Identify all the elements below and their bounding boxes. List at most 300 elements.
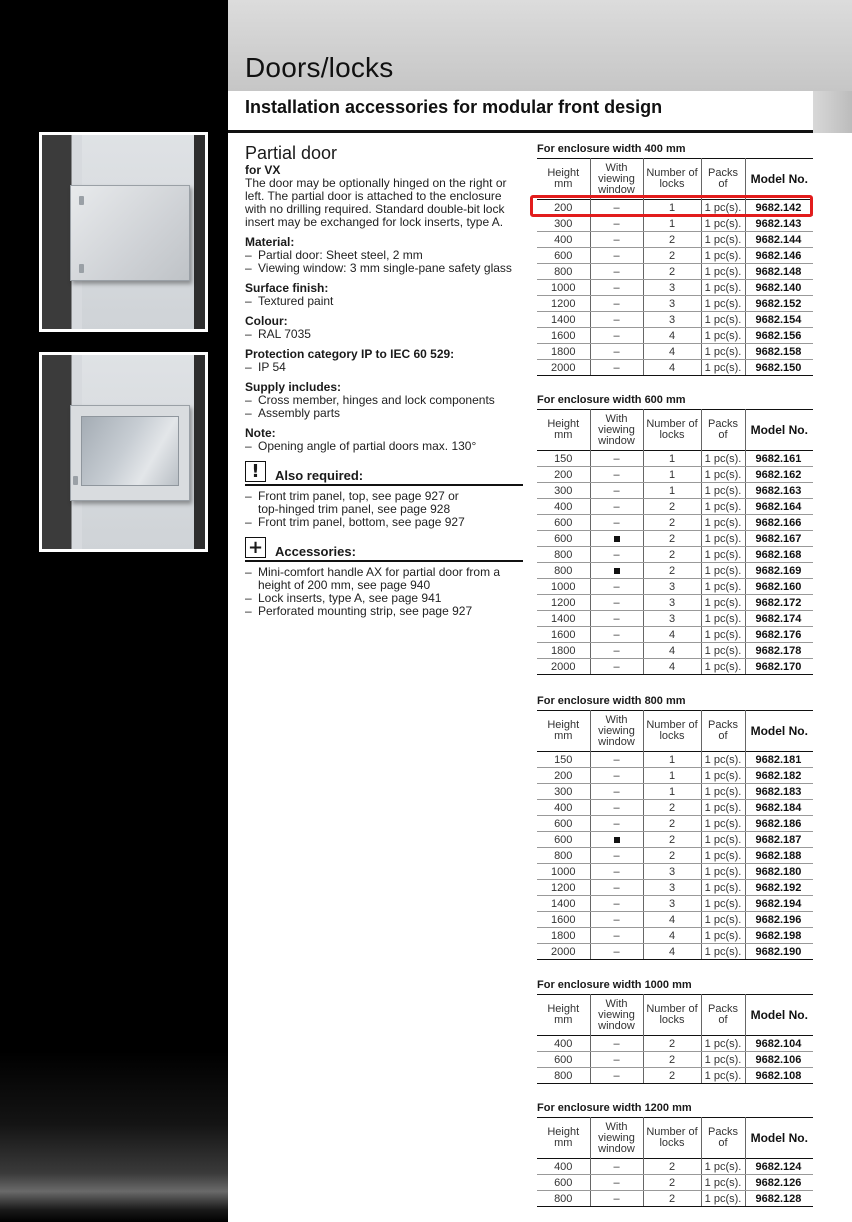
col-packs-header: Packs of <box>701 159 745 200</box>
table-row <box>537 499 813 515</box>
packs-cell: 1 pc(s). <box>701 1159 745 1175</box>
header-row <box>537 1118 813 1159</box>
locks-cell: 2 <box>643 816 701 832</box>
description-paragraph <box>245 177 523 229</box>
page-subtitle: Installation accessories for modular front design <box>245 97 663 117</box>
model-cell: 9682.108 <box>745 1068 813 1084</box>
height-cell: 1200 <box>537 595 590 611</box>
table-title: For enclosure width 800 mm <box>537 695 686 707</box>
packs-cell: 1 pc(s). <box>701 1068 745 1084</box>
table-row <box>537 467 813 483</box>
table-row <box>537 360 813 376</box>
window-cell: – <box>590 643 643 659</box>
height-cell: 800 <box>537 1068 590 1084</box>
height-cell: 1800 <box>537 643 590 659</box>
col-model-header: Model No. <box>745 995 813 1036</box>
height-cell: 600 <box>537 1052 590 1068</box>
locks-cell: 1 <box>643 483 701 499</box>
table-row <box>537 216 813 232</box>
section-item: – Cross member, hinges and lock components <box>245 394 523 407</box>
window-cell: – <box>590 611 643 627</box>
locks-cell: 4 <box>643 928 701 944</box>
packs-cell: 1 pc(s). <box>701 880 745 896</box>
table-row <box>537 344 813 360</box>
table-row <box>537 595 813 611</box>
height-cell: 1200 <box>537 880 590 896</box>
packs-cell: 1 pc(s). <box>701 264 745 280</box>
model-cell: 9682.176 <box>745 627 813 643</box>
table-row <box>537 1036 813 1052</box>
col-height-header: Height mm <box>547 1003 580 1026</box>
packs-cell: 1 pc(s). <box>701 296 745 312</box>
packs-cell: 1 pc(s). <box>701 451 745 467</box>
list-item: – Front trim panel, top, see page 927 or <box>245 490 523 503</box>
table-row <box>537 611 813 627</box>
model-cell: 9682.172 <box>745 595 813 611</box>
section-item: – Viewing window: 3 mm single-pane safety glass <box>245 262 523 275</box>
locks-cell: 2 <box>643 515 701 531</box>
locks-cell: 1 <box>643 752 701 768</box>
height-cell: 800 <box>537 264 590 280</box>
packs-cell: 1 pc(s). <box>701 360 745 376</box>
locks-cell: 2 <box>643 832 701 848</box>
list-item: height of 200 mm, see page 940 <box>258 578 431 592</box>
model-table <box>537 409 813 675</box>
model-cell: 9682.187 <box>745 832 813 848</box>
locks-cell: 2 <box>643 248 701 264</box>
height-cell: 600 <box>537 816 590 832</box>
height-cell: 600 <box>537 1175 590 1191</box>
header-row <box>537 995 813 1036</box>
height-cell: 150 <box>537 451 590 467</box>
locks-cell: 3 <box>643 611 701 627</box>
description-line: insert may be exchanged for lock inserts, type A. <box>245 215 504 229</box>
window-cell: – <box>590 896 643 912</box>
window-cell: – <box>590 216 643 232</box>
packs-cell: 1 pc(s). <box>701 643 745 659</box>
packs-cell: 1 pc(s). <box>701 344 745 360</box>
locks-cell: 2 <box>643 1191 701 1207</box>
height-cell: 2000 <box>537 360 590 376</box>
model-cell: 9682.184 <box>745 800 813 816</box>
model-cell: 9682.104 <box>745 1036 813 1052</box>
window-cell: – <box>590 232 643 248</box>
locks-cell: 3 <box>643 280 701 296</box>
locks-cell: 4 <box>643 627 701 643</box>
packs-cell: 1 pc(s). <box>701 896 745 912</box>
height-cell: 400 <box>537 232 590 248</box>
table-row <box>537 928 813 944</box>
plus-icon: + <box>245 537 266 558</box>
height-cell: 150 <box>537 752 590 768</box>
section-heading: Protection category IP to IEC 60 529: <box>245 347 455 361</box>
window-cell: – <box>590 248 643 264</box>
locks-cell: 4 <box>643 912 701 928</box>
table-title: For enclosure width 400 mm <box>537 143 686 155</box>
window-cell: – <box>590 912 643 928</box>
col-height-header: Height mm <box>547 1126 580 1149</box>
model-cell: 9682.126 <box>745 1175 813 1191</box>
section-heading: Supply includes: <box>245 380 342 394</box>
accessories-heading <box>245 537 523 562</box>
model-cell: 9682.152 <box>745 296 813 312</box>
window-cell: – <box>590 280 643 296</box>
height-cell: 800 <box>537 563 590 579</box>
table-title: For enclosure width 1000 mm <box>537 979 692 991</box>
packs-cell: 1 pc(s). <box>701 848 745 864</box>
window-marker <box>614 536 620 542</box>
locks-cell: 2 <box>643 800 701 816</box>
window-cell: – <box>590 1191 643 1207</box>
model-table <box>537 1117 813 1207</box>
table-row <box>537 579 813 595</box>
table-row <box>537 832 813 848</box>
table-row <box>537 483 813 499</box>
locks-cell: 4 <box>643 360 701 376</box>
also-required-heading <box>245 461 523 486</box>
model-cell: 9682.160 <box>745 579 813 595</box>
list-item: top-hinged trim panel, see page 928 <box>258 502 451 516</box>
packs-cell: 1 pc(s). <box>701 832 745 848</box>
window-cell: – <box>590 816 643 832</box>
packs-cell: 1 pc(s). <box>701 467 745 483</box>
model-cell: 9682.158 <box>745 344 813 360</box>
window-cell: – <box>590 944 643 960</box>
packs-cell: 1 pc(s). <box>701 328 745 344</box>
model-cell: 9682.161 <box>745 451 813 467</box>
model-cell: 9682.168 <box>745 547 813 563</box>
locks-cell: 2 <box>643 531 701 547</box>
list-item: – Mini-comfort handle AX for partial door from a <box>245 566 523 579</box>
packs-cell: 1 pc(s). <box>701 232 745 248</box>
table-row <box>537 944 813 960</box>
packs-cell: 1 pc(s). <box>701 752 745 768</box>
height-cell: 600 <box>537 515 590 531</box>
height-cell: 1800 <box>537 928 590 944</box>
col-locks-header: Number of locks <box>643 159 701 200</box>
model-cell: 9682.148 <box>745 264 813 280</box>
window-cell: – <box>590 547 643 563</box>
also-required-label: Also required: <box>275 468 364 483</box>
height-cell: 200 <box>537 467 590 483</box>
locks-cell: 4 <box>643 344 701 360</box>
table-row <box>537 880 813 896</box>
window-cell: – <box>590 1036 643 1052</box>
locks-cell: 2 <box>643 1159 701 1175</box>
model-cell: 9682.143 <box>745 216 813 232</box>
col-locks-header: Number of locks <box>643 1118 701 1159</box>
packs-cell: 1 pc(s). <box>701 595 745 611</box>
col-packs-header: Packs of <box>701 711 745 752</box>
header-row <box>537 711 813 752</box>
table-title: For enclosure width 1200 mm <box>537 1102 692 1114</box>
model-cell: 9682.128 <box>745 1191 813 1207</box>
partial-door-with-window-photo <box>39 352 208 552</box>
product-for: for VX <box>245 163 281 177</box>
packs-cell: 1 pc(s). <box>701 611 745 627</box>
locks-cell: 3 <box>643 880 701 896</box>
height-cell: 1000 <box>537 864 590 880</box>
height-cell: 1600 <box>537 328 590 344</box>
section-heading: Note: <box>245 426 276 440</box>
model-cell: 9682.144 <box>745 232 813 248</box>
height-cell: 600 <box>537 531 590 547</box>
model-cell: 9682.186 <box>745 816 813 832</box>
model-cell: 9682.162 <box>745 467 813 483</box>
col-packs-header: Packs of <box>701 410 745 451</box>
packs-cell: 1 pc(s). <box>701 515 745 531</box>
col-packs-header: Packs of <box>701 995 745 1036</box>
locks-cell: 2 <box>643 848 701 864</box>
packs-cell: 1 pc(s). <box>701 784 745 800</box>
partial-door-photo <box>39 132 208 332</box>
window-cell: – <box>590 880 643 896</box>
model-cell: 9682.142 <box>745 200 813 216</box>
page-title: Doors/locks <box>245 52 394 83</box>
col-model-header: Model No. <box>745 1118 813 1159</box>
col-window-header: With viewing window <box>590 159 643 200</box>
table-row <box>537 1159 813 1175</box>
height-cell: 2000 <box>537 659 590 675</box>
col-height-header: Height mm <box>547 719 580 742</box>
header-side-tab <box>813 91 852 133</box>
model-cell: 9682.192 <box>745 880 813 896</box>
section-item: – Textured paint <box>245 295 523 308</box>
model-cell: 9682.198 <box>745 928 813 944</box>
model-cell: 9682.124 <box>745 1159 813 1175</box>
model-cell: 9682.140 <box>745 280 813 296</box>
table-row <box>537 784 813 800</box>
window-cell: – <box>590 1052 643 1068</box>
height-cell: 2000 <box>537 944 590 960</box>
header-row <box>537 410 813 451</box>
window-cell: – <box>590 1068 643 1084</box>
table-row <box>537 752 813 768</box>
table-row <box>537 515 813 531</box>
locks-cell: 2 <box>643 232 701 248</box>
model-cell: 9682.156 <box>745 328 813 344</box>
col-window-header: With viewing window <box>590 1118 643 1159</box>
model-cell: 9682.182 <box>745 768 813 784</box>
table-row <box>537 264 813 280</box>
height-cell: 1400 <box>537 611 590 627</box>
product-description <box>245 143 523 618</box>
height-cell: 1400 <box>537 896 590 912</box>
locks-cell: 2 <box>643 264 701 280</box>
table-row <box>537 912 813 928</box>
table-block <box>537 979 813 1084</box>
locks-cell: 2 <box>643 1068 701 1084</box>
model-cell: 9682.154 <box>745 312 813 328</box>
section-item: – IP 54 <box>245 361 523 374</box>
section-heading: Surface finish: <box>245 281 329 295</box>
packs-cell: 1 pc(s). <box>701 547 745 563</box>
locks-cell: 1 <box>643 467 701 483</box>
section-item: – Partial door: Sheet steel, 2 mm <box>245 249 523 262</box>
window-marker <box>614 837 620 843</box>
description-line: The door may be optionally hinged on the right or <box>245 176 507 190</box>
window-cell: – <box>590 200 643 216</box>
col-model-header: Model No. <box>745 711 813 752</box>
also-required-list <box>245 490 523 529</box>
model-cell: 9682.170 <box>745 659 813 675</box>
window-cell: – <box>590 1175 643 1191</box>
model-cell: 9682.106 <box>745 1052 813 1068</box>
window-marker <box>614 568 620 574</box>
packs-cell: 1 pc(s). <box>701 531 745 547</box>
section-item: – Opening angle of partial doors max. 130° <box>245 440 523 453</box>
section-heading: Colour: <box>245 314 288 328</box>
locks-cell: 3 <box>643 579 701 595</box>
table-block <box>537 143 813 376</box>
table-row <box>537 816 813 832</box>
locks-cell: 4 <box>643 328 701 344</box>
model-table <box>537 994 813 1084</box>
locks-cell: 2 <box>643 1175 701 1191</box>
locks-cell: 1 <box>643 451 701 467</box>
packs-cell: 1 pc(s). <box>701 816 745 832</box>
window-cell <box>590 531 643 547</box>
window-cell: – <box>590 312 643 328</box>
height-cell: 1000 <box>537 579 590 595</box>
locks-cell: 1 <box>643 768 701 784</box>
list-item: – Perforated mounting strip, see page 927 <box>245 605 523 618</box>
list-item: – Front trim panel, bottom, see page 927 <box>245 516 523 529</box>
packs-cell: 1 pc(s). <box>701 912 745 928</box>
height-cell: 300 <box>537 784 590 800</box>
col-height-header: Height mm <box>547 418 580 441</box>
model-cell: 9682.181 <box>745 752 813 768</box>
table-row <box>537 1068 813 1084</box>
section-item: – Assembly parts <box>245 407 523 420</box>
col-window-header: With viewing window <box>590 711 643 752</box>
packs-cell: 1 pc(s). <box>701 659 745 675</box>
height-cell: 800 <box>537 1191 590 1207</box>
packs-cell: 1 pc(s). <box>701 248 745 264</box>
model-table <box>537 710 813 960</box>
height-cell: 400 <box>537 1036 590 1052</box>
partial-door-image <box>70 185 190 281</box>
window-cell: – <box>590 627 643 643</box>
height-cell: 300 <box>537 216 590 232</box>
table-row <box>537 312 813 328</box>
height-cell: 200 <box>537 768 590 784</box>
packs-cell: 1 pc(s). <box>701 627 745 643</box>
locks-cell: 3 <box>643 312 701 328</box>
table-row <box>537 1175 813 1191</box>
table-row <box>537 547 813 563</box>
packs-cell: 1 pc(s). <box>701 928 745 944</box>
col-locks-header: Number of locks <box>643 410 701 451</box>
table-row <box>537 296 813 312</box>
locks-cell: 2 <box>643 1052 701 1068</box>
col-model-header: Model No. <box>745 159 813 200</box>
table-row <box>537 643 813 659</box>
locks-cell: 3 <box>643 896 701 912</box>
packs-cell: 1 pc(s). <box>701 1175 745 1191</box>
section-heading: Material: <box>245 235 295 249</box>
locks-cell: 3 <box>643 595 701 611</box>
model-cell: 9682.190 <box>745 944 813 960</box>
col-model-header: Model No. <box>745 410 813 451</box>
height-cell: 400 <box>537 1159 590 1175</box>
list-item: – Lock inserts, type A, see page 941 <box>245 592 523 605</box>
height-cell: 600 <box>537 248 590 264</box>
header-rule <box>228 130 813 133</box>
height-cell: 800 <box>537 848 590 864</box>
locks-cell: 2 <box>643 1036 701 1052</box>
locks-cell: 4 <box>643 659 701 675</box>
locks-cell: 3 <box>643 296 701 312</box>
table-row <box>537 896 813 912</box>
packs-cell: 1 pc(s). <box>701 216 745 232</box>
table-row <box>537 800 813 816</box>
model-cell: 9682.196 <box>745 912 813 928</box>
model-cell: 9682.180 <box>745 864 813 880</box>
model-cell: 9682.150 <box>745 360 813 376</box>
window-cell: – <box>590 296 643 312</box>
height-cell: 600 <box>537 832 590 848</box>
window-cell: – <box>590 451 643 467</box>
window-cell: – <box>590 328 643 344</box>
locks-cell: 2 <box>643 563 701 579</box>
col-window-header: With viewing window <box>590 410 643 451</box>
col-window-header: With viewing window <box>590 995 643 1036</box>
table-row <box>537 848 813 864</box>
table-row <box>537 563 813 579</box>
window-cell <box>590 832 643 848</box>
height-cell: 1400 <box>537 312 590 328</box>
height-cell: 800 <box>537 547 590 563</box>
window-cell: – <box>590 595 643 611</box>
packs-cell: 1 pc(s). <box>701 1052 745 1068</box>
window-cell: – <box>590 752 643 768</box>
col-locks-header: Number of locks <box>643 711 701 752</box>
table-title: For enclosure width 600 mm <box>537 394 686 406</box>
window-cell: – <box>590 784 643 800</box>
window-cell: – <box>590 360 643 376</box>
table-block <box>537 394 813 675</box>
window-cell: – <box>590 848 643 864</box>
packs-cell: 1 pc(s). <box>701 280 745 296</box>
window-cell: – <box>590 864 643 880</box>
model-cell: 9682.164 <box>745 499 813 515</box>
packs-cell: 1 pc(s). <box>701 579 745 595</box>
product-title: Partial door <box>245 143 338 163</box>
locks-cell: 1 <box>643 200 701 216</box>
packs-cell: 1 pc(s). <box>701 312 745 328</box>
table-row <box>537 328 813 344</box>
height-cell: 300 <box>537 483 590 499</box>
model-table <box>537 158 813 376</box>
section-item: – RAL 7035 <box>245 328 523 341</box>
model-cell: 9682.163 <box>745 483 813 499</box>
locks-cell: 3 <box>643 864 701 880</box>
packs-cell: 1 pc(s). <box>701 563 745 579</box>
model-cell: 9682.169 <box>745 563 813 579</box>
locks-cell: 4 <box>643 944 701 960</box>
window-cell: – <box>590 515 643 531</box>
model-cell: 9682.188 <box>745 848 813 864</box>
partial-door-window-image <box>70 405 190 501</box>
height-cell: 200 <box>537 200 590 216</box>
locks-cell: 2 <box>643 499 701 515</box>
model-cell: 9682.178 <box>745 643 813 659</box>
table-row <box>537 768 813 784</box>
model-cell: 9682.167 <box>745 531 813 547</box>
window-cell: – <box>590 264 643 280</box>
table-block <box>537 1102 813 1207</box>
